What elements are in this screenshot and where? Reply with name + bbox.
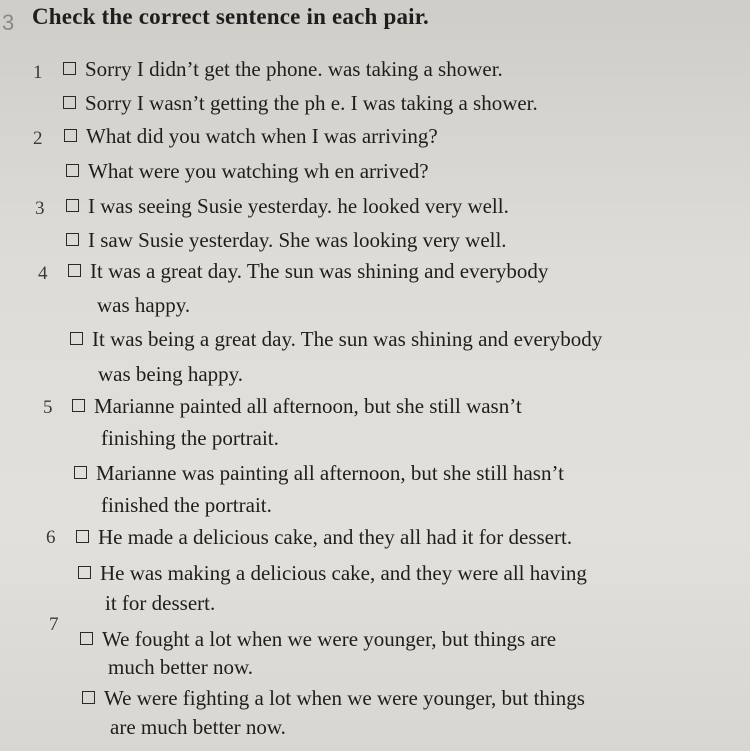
- answer-option[interactable]: [82, 683, 585, 713]
- answer-option[interactable]: [63, 88, 538, 118]
- question-number: 7: [49, 614, 59, 635]
- exercise-instruction: Check the correct sentence in each pair.: [32, 4, 430, 29]
- question-number: 4: [38, 263, 48, 284]
- option-text-continued: it for dessert.: [105, 591, 216, 615]
- exercise-number: 3: [2, 10, 15, 35]
- option-text-continued: are much better now.: [110, 715, 286, 739]
- question-number: 1: [33, 62, 43, 83]
- option-text: He was making a delicious cake, and they were all having: [100, 561, 587, 585]
- checkbox[interactable]: [74, 466, 87, 479]
- option-text: What were you watching wh en arrived?: [88, 159, 429, 183]
- option-text-continued: much better now.: [108, 655, 254, 679]
- option-text: We were fighting a lot when we were younger, but things: [104, 686, 585, 710]
- answer-option[interactable]: [72, 391, 522, 421]
- option-text: Sorry I didn’t get the phone. was taking a shower.: [85, 57, 503, 81]
- question-number: 2: [33, 128, 43, 149]
- checkbox[interactable]: [78, 566, 91, 579]
- answer-option[interactable]: [74, 458, 564, 488]
- checkbox[interactable]: [68, 264, 81, 277]
- option-text: We fought a lot when we were younger, but things are: [102, 627, 557, 651]
- question-number: 6: [46, 527, 56, 548]
- option-text: Marianne painted all afternoon, but she still wasn’t: [94, 394, 522, 418]
- answer-option[interactable]: [80, 624, 556, 654]
- option-text-continued: was happy.: [97, 293, 191, 317]
- option-text-continued: finished the portrait.: [101, 493, 272, 517]
- checkbox[interactable]: [80, 632, 93, 645]
- answer-option[interactable]: [78, 558, 587, 588]
- answer-option[interactable]: [66, 191, 509, 221]
- option-text: Marianne was painting all afternoon, but she still hasn’t: [96, 461, 564, 485]
- checkbox[interactable]: [70, 332, 83, 345]
- checkbox[interactable]: [63, 62, 76, 75]
- option-text: It was being a great day. The sun was shining and everybody: [92, 327, 603, 351]
- checkbox[interactable]: [82, 691, 95, 704]
- answer-option[interactable]: [76, 522, 572, 552]
- option-text: What did you watch when I was arriving?: [86, 124, 438, 148]
- checkbox[interactable]: [72, 399, 85, 412]
- question-number: 5: [43, 397, 53, 418]
- answer-option[interactable]: [63, 54, 503, 84]
- checkbox[interactable]: [66, 199, 79, 212]
- answer-option[interactable]: [66, 225, 507, 255]
- checkbox[interactable]: [66, 233, 79, 246]
- question-number: 3: [35, 198, 45, 219]
- option-text-continued: was being happy.: [98, 362, 244, 386]
- option-text-continued: finishing the portrait.: [101, 426, 279, 450]
- answer-option[interactable]: [70, 324, 602, 354]
- option-text: Sorry I wasn’t getting the ph e. I was taking a shower.: [85, 91, 538, 115]
- answer-option[interactable]: [64, 121, 438, 151]
- checkbox[interactable]: [76, 530, 89, 543]
- option-text: He made a delicious cake, and they all had it for dessert.: [98, 525, 573, 549]
- checkbox[interactable]: [64, 129, 77, 142]
- answer-option[interactable]: [66, 156, 429, 186]
- answer-option[interactable]: [68, 256, 548, 286]
- option-text: I was seeing Susie yesterday. he looked very well.: [88, 194, 509, 218]
- checkbox[interactable]: [63, 96, 76, 109]
- checkbox[interactable]: [66, 164, 79, 177]
- option-text: I saw Susie yesterday. She was looking very well.: [88, 228, 507, 252]
- option-text: It was a great day. The sun was shining and everybody: [90, 259, 549, 283]
